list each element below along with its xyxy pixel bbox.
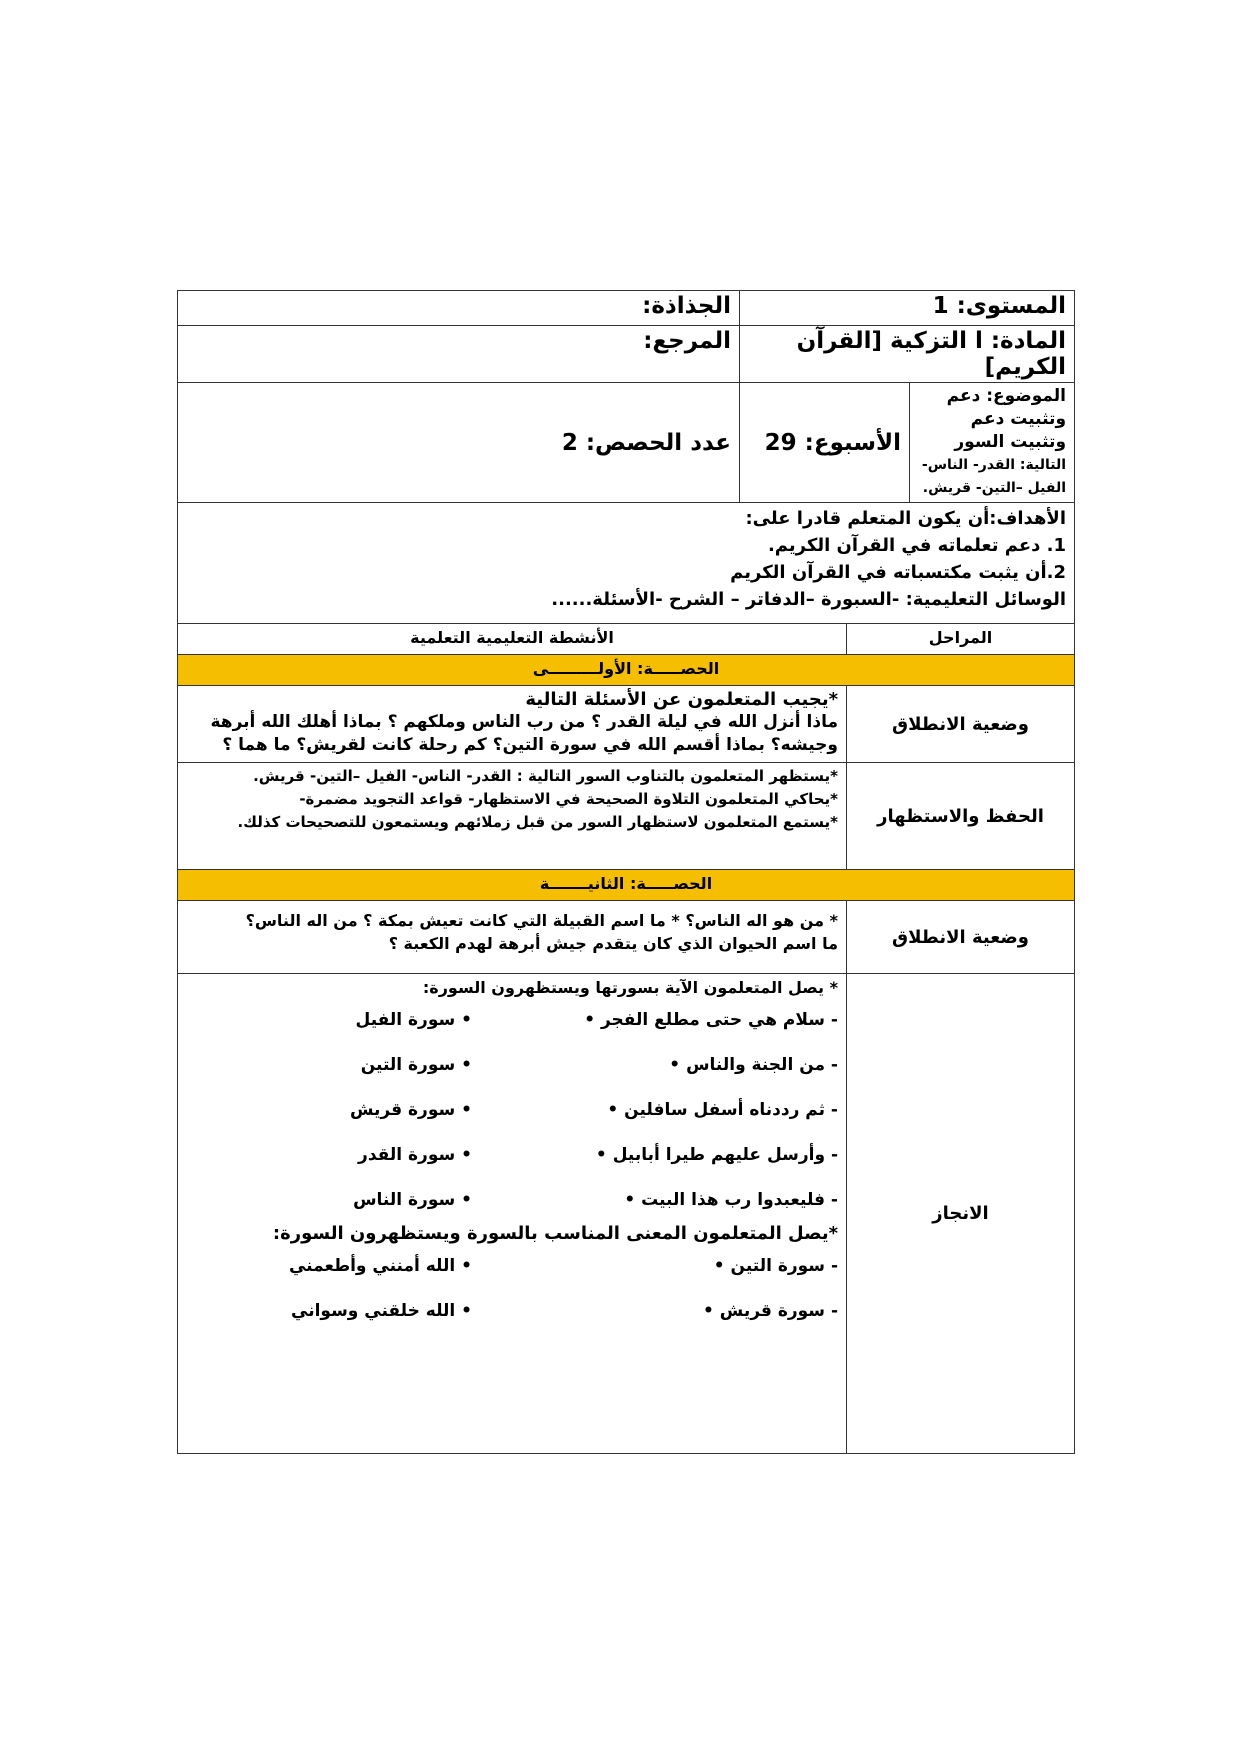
surah-item: - سورة قريش • <box>703 1301 838 1321</box>
reference-cell: المرجع: <box>178 326 740 383</box>
activity-line: *يستظهر المتعلمون بالتناوب السور التالية : القدر- الناس- الفيل –التين- قريش. <box>253 767 838 785</box>
surah-item: • سورة الفيل <box>355 1010 472 1030</box>
activity-line: *يستمع المتعلمون لاستظهار السور من قبل زملائهم ويستمعون للتصحيحات كذلك. <box>237 813 838 831</box>
activity-line: * من هو اله الناس؟ * ما اسم القبيلة التي كانت تعيش بمكة ؟ من اله الناس؟ <box>245 911 838 930</box>
topic-line-2: التالية: القدر- الناس- الفيل –التين- قريش. <box>921 457 1067 496</box>
activity-line: *يحاكي المتعلمون التلاوة الصحيحة في الاستظهار- قواعد التجويد مضمرة- <box>299 790 838 808</box>
verse-surah-matching <box>186 999 838 1222</box>
stage-launch-2: وضعية الانطلاق <box>847 901 1075 974</box>
goals-title: الأهداف:أن يكون المتعلم قادرا على: <box>745 508 1067 529</box>
session-1-title: الحصـــــة: الأولـــــــــى <box>178 655 1075 686</box>
verse-item: - سلام هي حتى مطلع الفجر • <box>584 1010 838 1030</box>
activity-line: ما اسم الحيوان الذي كان يتقدم جيش أبرهة لهدم الكعبة ؟ <box>388 934 838 953</box>
activity-achievement <box>178 974 847 1454</box>
activity-launch-1 <box>178 686 847 763</box>
goal-1: 1. دعم تعلماته في القرآن الكريم. <box>767 535 1067 556</box>
session-2-title: الحصـــــة: الثانيـــــــة <box>178 870 1075 901</box>
activity-line: وجيشه؟ بماذا أقسم الله في سورة التين؟ كم رحلة كانت لقريش؟ ما هما ؟ <box>222 735 838 755</box>
school-cell: الجذاذة: <box>178 291 740 326</box>
materials: الوسائل التعليمية: -السبورة –الدفاتر – الشرح -الأسئلة...... <box>551 589 1067 610</box>
activity-memorization <box>178 763 847 870</box>
verse-item: - فليعبدوا رب هذا البيت • <box>624 1190 838 1210</box>
stage-memorization: الحفظ والاستظهار <box>847 763 1075 870</box>
stages-header: المراحل <box>847 624 1075 655</box>
activity-intro-2: *يصل المتعلمون المعنى المناسب بالسورة ويستظهرون السورة: <box>272 1223 838 1244</box>
verse-item: - من الجنة والناس • <box>669 1055 838 1075</box>
meaning-item: • الله أمنني وأطعمني <box>288 1256 472 1276</box>
surah-item: • سورة القدر <box>358 1145 472 1165</box>
activities-header: الأنشطة التعليمية التعلمية <box>178 624 847 655</box>
verse-item: - ثم رددناه أسفل سافلين • <box>607 1100 838 1120</box>
subject-cell: المادة: ا التزكية [القرآن الكريم] <box>740 326 1075 383</box>
meaning-item: • الله خلقني وسواني <box>291 1301 472 1321</box>
surah-item: • سورة التين <box>360 1055 472 1075</box>
surah-item: • سورة قريش <box>349 1100 472 1120</box>
activity-line: ماذا أنزل الله في ليلة القدر ؟ من رب الناس وملكهم ؟ بماذا أهلك الله أبرهة <box>210 712 838 732</box>
surah-item: - سورة التين • <box>713 1256 838 1276</box>
activity-intro: * يصل المتعلمون الآية بسورتها ويستظهرون السورة: <box>422 978 838 997</box>
goal-2: 2.أن يثبت مكتسباته في القرآن الكريم <box>730 562 1067 583</box>
sessions-count-cell: عدد الحصص: 2 <box>178 383 740 503</box>
lesson-header-table <box>177 290 1075 658</box>
topic-line-1: الموضوع: دعم وتثبيت دعم وتثبيت السور <box>946 386 1067 452</box>
level-cell: المستوى: 1 <box>740 291 1075 326</box>
surah-meaning-matching <box>186 1245 838 1333</box>
week-cell: الأسبوع: 29 <box>740 383 910 503</box>
activity-launch-2 <box>178 901 847 974</box>
verse-item: - وأرسل عليهم طيرا أبابيل • <box>595 1145 838 1165</box>
surah-item: • سورة الناس <box>353 1190 472 1210</box>
stage-achievement: الانجاز <box>847 974 1075 1454</box>
activities-table <box>177 623 1075 1454</box>
stage-launch-1: وضعية الانطلاق <box>847 686 1075 763</box>
topic-cell <box>910 383 1075 503</box>
activity-line: *يجيب المتعلمون عن الأسئلة التالية <box>525 689 838 710</box>
